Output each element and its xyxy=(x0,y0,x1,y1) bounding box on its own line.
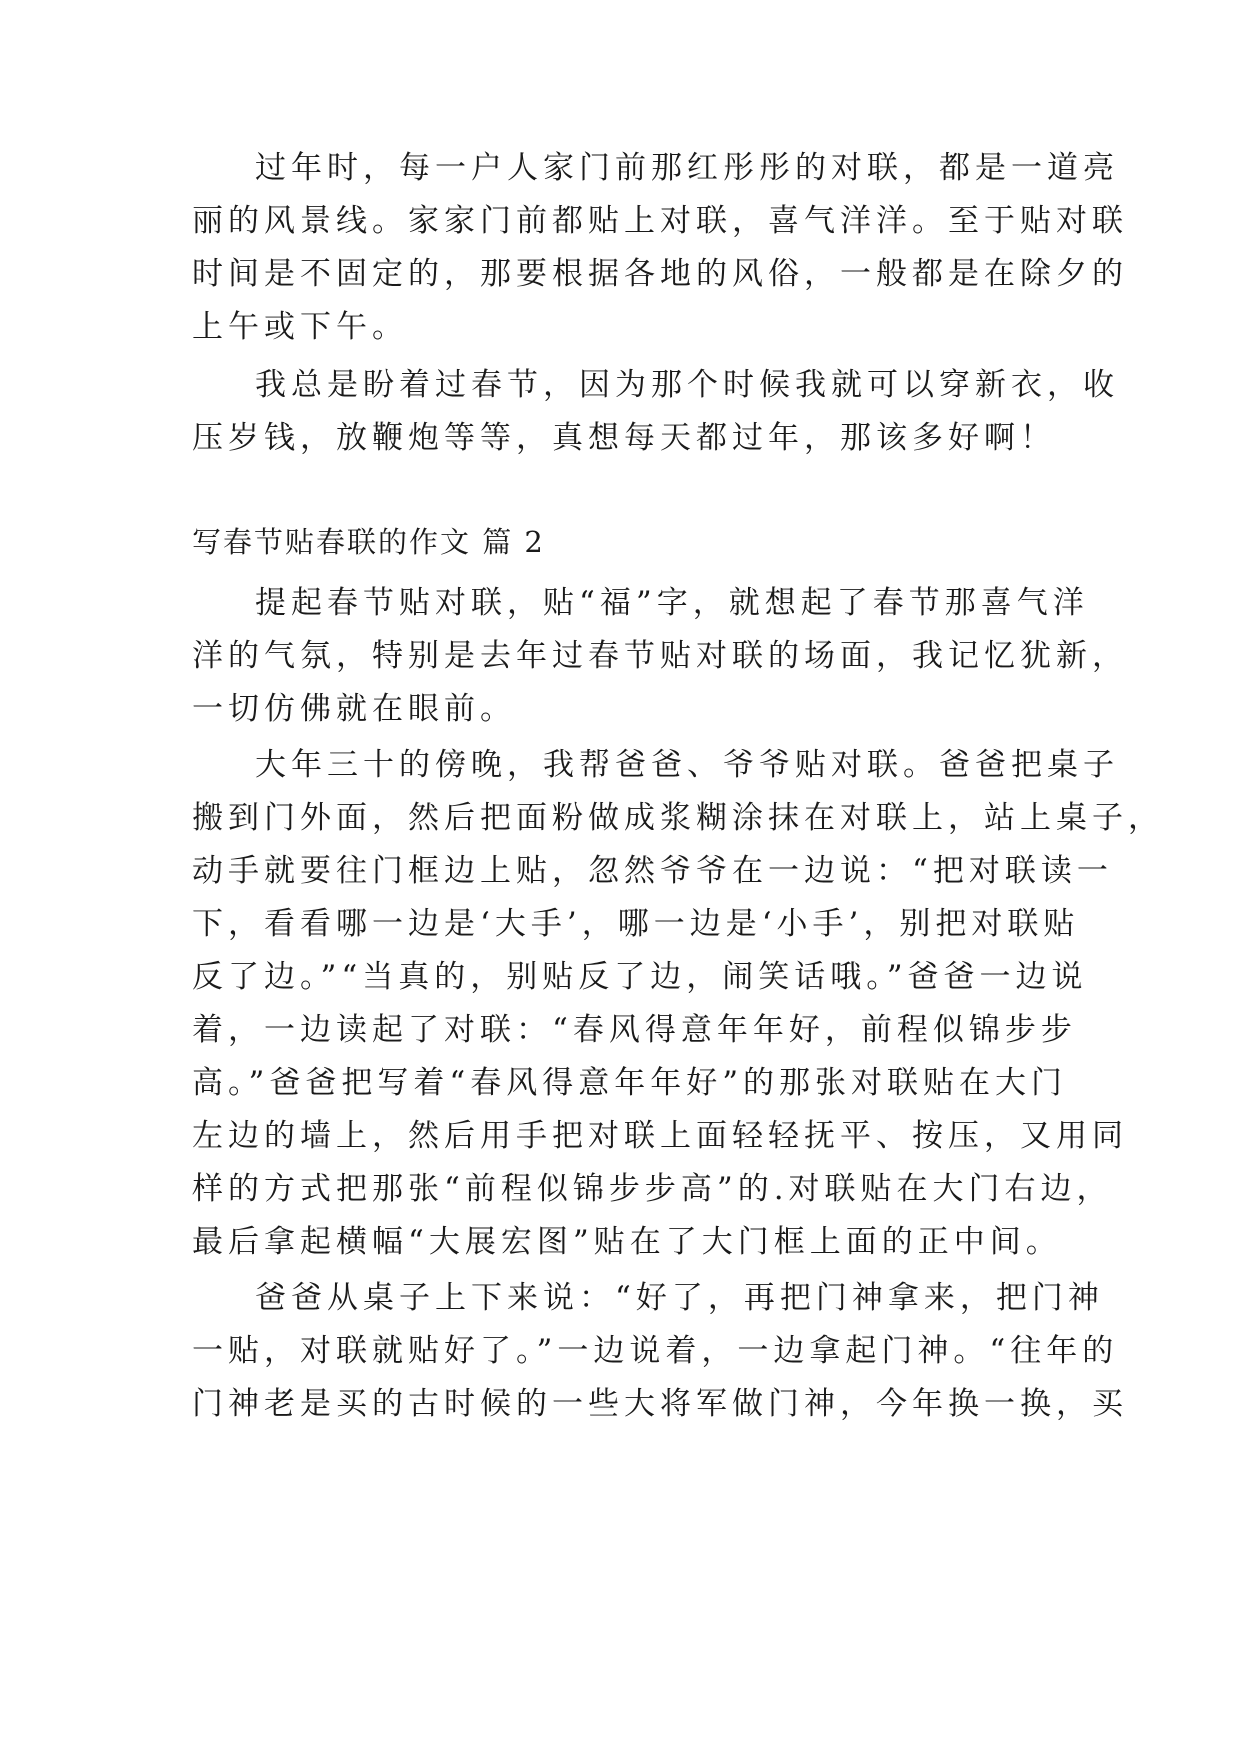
paragraph-line: 过年时，每一户人家门前那红彤彤的对联，都是一道亮 xyxy=(255,150,1119,186)
paragraph-line: 最后拿起横幅“大展宏图”贴在了大门框上面的正中间。 xyxy=(192,1224,1062,1260)
section-heading: 写春节贴春联的作文 篇 2 xyxy=(192,525,545,559)
paragraph-line: 时间是不固定的，那要根据各地的风俗，一般都是在除夕的 xyxy=(192,256,1128,292)
paragraph-line: 洋的气氛，特别是去年过春节贴对联的场面，我记忆犹新， xyxy=(192,638,1128,674)
paragraph-line: 提起春节贴对联，贴“福”字，就想起了春节那喜气洋 xyxy=(255,585,1089,621)
paragraph-line: 反了边。”“当真的，别贴反了边，闹笑话哦。”爸爸一边说 xyxy=(192,959,1088,995)
paragraph-line: 着，一边读起了对联：“春风得意年年好，前程似锦步步 xyxy=(192,1012,1077,1048)
paragraph-line: 上午或下午。 xyxy=(192,309,408,345)
paragraph-line: 动手就要往门框边上贴，忽然爷爷在一边说：“把对联读一 xyxy=(192,853,1113,889)
paragraph-line: 压岁钱，放鞭炮等等，真想每天都过年，那该多好啊！ xyxy=(192,420,1056,456)
paragraph-line: 样的方式把那张“前程似锦步步高”的.对联贴在大门右边， xyxy=(192,1171,1113,1207)
paragraph-line: 一切仿佛就在眼前。 xyxy=(192,691,516,727)
paragraph-line: 大年三十的傍晚，我帮爸爸、爷爷贴对联。爸爸把桌子 xyxy=(255,747,1119,783)
paragraph-line: 搬到门外面，然后把面粉做成浆糊涂抹在对联上，站上桌子， xyxy=(192,800,1164,836)
paragraph-line: 门神老是买的古时候的一些大将军做门神，今年换一换，买 xyxy=(192,1386,1128,1422)
paragraph-line: 我总是盼着过春节，因为那个时候我就可以穿新衣，收 xyxy=(255,367,1119,403)
paragraph-line: 一贴，对联就贴好了。”一边说着，一边拿起门神。“往年的 xyxy=(192,1333,1119,1369)
paragraph-line: 丽的风景线。家家门前都贴上对联，喜气洋洋。至于贴对联 xyxy=(192,203,1128,239)
paragraph-line: 左边的墙上，然后用手把对联上面轻轻抚平、按压，又用同 xyxy=(192,1118,1128,1154)
paragraph-line: 爸爸从桌子上下来说：“好了，再把门神拿来，把门神 xyxy=(255,1280,1104,1316)
paragraph-line: 高。”爸爸把写着“春风得意年年好”的那张对联贴在大门 xyxy=(192,1065,1068,1101)
paragraph-line: 下，看看哪一边是‘大手’，哪一边是‘小手’，别把对联贴 xyxy=(192,906,1080,942)
